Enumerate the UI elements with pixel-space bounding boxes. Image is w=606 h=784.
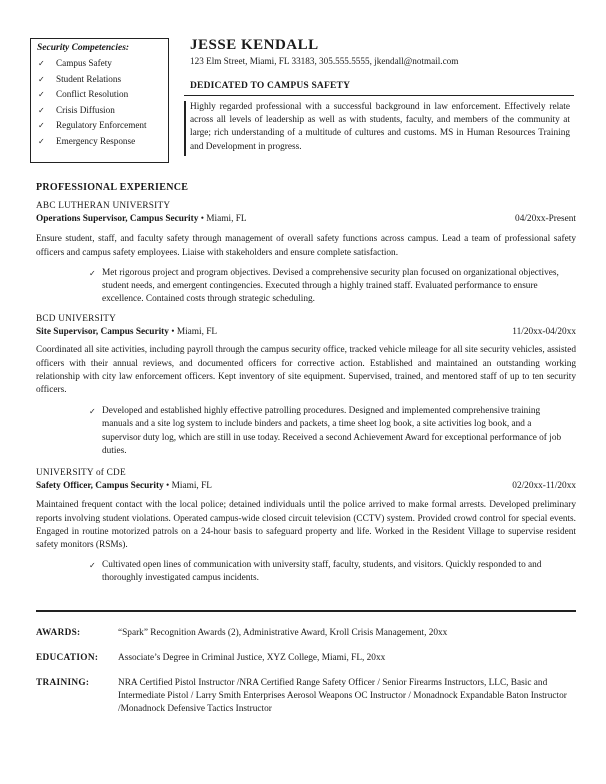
job-title: Site Supervisor, Campus Security bbox=[36, 327, 169, 338]
education-value: Associate’s Degree in Criminal Justice, XYZ College, Miami, FL, 20xx bbox=[118, 653, 386, 663]
job-entry bbox=[36, 313, 576, 458]
competency-label: Emergency Response bbox=[56, 135, 136, 146]
section-divider bbox=[36, 610, 576, 612]
job-dates: 04/20xx-Present bbox=[515, 214, 576, 225]
candidate-name: JESSE KENDALL bbox=[190, 37, 319, 53]
competency-item bbox=[37, 87, 162, 103]
summary-text: Highly regarded professional with a successful background in law enforcement. Effectively relate across all levels of leadership as well as with students, faculty, and members of the community at large; rich understanding of a multitude of cultures and customs. MS in Human Resources Training and Development in progress. bbox=[190, 102, 570, 152]
job-location: • Miami, FL bbox=[168, 327, 218, 338]
job-description: Ensure student, staff, and faculty safety through management of overall safety functions across campus. Lead a team of professional safety officers and campus safety employees. Liaise with stakeholders and ensure complete satisfaction. bbox=[36, 234, 576, 258]
competency-label: Conflict Resolution bbox=[56, 89, 129, 99]
check-icon: ✓ bbox=[89, 268, 96, 278]
job-title: Safety Officer, Campus Security bbox=[36, 481, 164, 492]
competency-item bbox=[37, 118, 162, 134]
check-icon: ✓ bbox=[89, 407, 96, 417]
awards-label: AWARDS: bbox=[36, 628, 81, 638]
competency-item bbox=[37, 72, 162, 88]
job-location: • Miami, FL bbox=[198, 214, 247, 225]
check-icon: ✓ bbox=[38, 105, 45, 115]
summary-accent-bar bbox=[184, 101, 186, 156]
achievement-text: Met rigorous project and program objectives. Devised a comprehensive security plan focused on organizational objectives, student needs, and emergent contingencies. Executed through a highly trained staff. Evaluated performance to ensure excellence. Contained costs through strategic scheduling. bbox=[102, 267, 559, 305]
contact-info: 123 Elm Street, Miami, FL 33183, 305.555.5555, jkendall@notmail.com bbox=[190, 56, 459, 66]
competency-label: Student Relations bbox=[56, 73, 122, 84]
job-description: Coordinated all site activities, including payroll through the campus security office, tracked vehicle mileage for all site security vehicles, assisted officers with their annual reviews, and documented officers for corrective action. Established and maintained an outstanding working relationship with city law enforcement officers. Kept inventory of site equipment. Supervised, trained, and mentored staff of up to ten security officers. bbox=[36, 345, 576, 396]
competency-item bbox=[37, 56, 162, 72]
education-row bbox=[36, 652, 576, 665]
job-title-line bbox=[36, 213, 576, 226]
job-location: • Miami, FL bbox=[163, 481, 212, 492]
job-title-line bbox=[36, 480, 576, 493]
employer-name: BCD UNIVERSITY bbox=[36, 314, 117, 324]
training-row bbox=[36, 677, 576, 716]
competency-label: Regulatory Enforcement bbox=[56, 120, 147, 130]
job-title: Operations Supervisor, Campus Security bbox=[36, 214, 199, 225]
job-entry bbox=[36, 200, 576, 306]
job-description: Maintained frequent contact with the local police; detained individuals until the police arrived to make formal arrests. Developed preliminary reports involving student violations. Operated campus-wide closed circuit television (CCTV) system. Provided crowd control for special events. Engaged in routine motorized patrols on a 24-hour basis to safeguard property and life. Worked in the Resident Village to supervise resident safety monitors (RSMs). bbox=[36, 500, 576, 551]
employer-name: ABC LUTHERAN UNIVERSITY bbox=[36, 201, 171, 211]
job-title-line bbox=[36, 326, 576, 339]
education-label: EDUCATION: bbox=[36, 653, 99, 663]
training-label: TRAINING: bbox=[36, 678, 90, 688]
competency-item bbox=[37, 134, 162, 150]
experience-heading: PROFESSIONAL EXPERIENCE bbox=[36, 182, 189, 193]
check-icon: ✓ bbox=[38, 121, 45, 130]
competency-item bbox=[37, 103, 162, 119]
employer-name: UNIVERSITY of CDE bbox=[36, 468, 126, 478]
achievement-text: Developed and established highly effective patrolling procedures. Designed and implemented comprehensive training manuals and a site log system to include binders and packets, a time sheet log book, a site activities log book, and a supervisor duty log, which are still in use today. Received a second Achievement Award for exceptional performance of job duties. bbox=[102, 406, 562, 456]
competencies-box bbox=[30, 38, 169, 163]
job-entry bbox=[36, 467, 576, 586]
tagline: DEDICATED TO CAMPUS SAFETY bbox=[190, 81, 351, 91]
competencies-title: Security Competencies: bbox=[37, 43, 130, 53]
competency-label: Campus Safety bbox=[56, 58, 112, 68]
check-icon: ✓ bbox=[38, 90, 45, 99]
training-value: NRA Certified Pistol Instructor /NRA Certified Range Safety Officer / Senior Firearms Instructors, LLC, Basic and Intermediate Pistol / Larry Smith Enterprises Aerosol Weapons OC Instructor / Monadnock Expandable Baton Instructor /Monadnock Defensive Tactics Instructor bbox=[118, 678, 567, 714]
competency-label: Crisis Diffusion bbox=[56, 104, 115, 115]
awards-value: “Spark” Recognition Awards (2), Administrative Award, Kroll Crisis Management, 20xx bbox=[118, 628, 448, 638]
check-icon: ✓ bbox=[89, 561, 96, 571]
check-icon: ✓ bbox=[38, 59, 45, 68]
job-achievement bbox=[36, 559, 576, 585]
check-icon: ✓ bbox=[38, 136, 45, 146]
job-dates: 11/20xx-04/20xx bbox=[512, 327, 576, 338]
job-achievement bbox=[36, 405, 576, 458]
job-dates: 02/20xx-11/20xx bbox=[512, 481, 576, 492]
header-divider bbox=[184, 95, 574, 96]
job-achievement bbox=[36, 267, 576, 307]
awards-row bbox=[36, 627, 576, 640]
achievement-text: Cultivated open lines of communication with university staff, faculty, students, and visitors. Quickly responded to and thoroughly investigated campus incidents. bbox=[102, 560, 542, 584]
check-icon: ✓ bbox=[38, 74, 45, 84]
